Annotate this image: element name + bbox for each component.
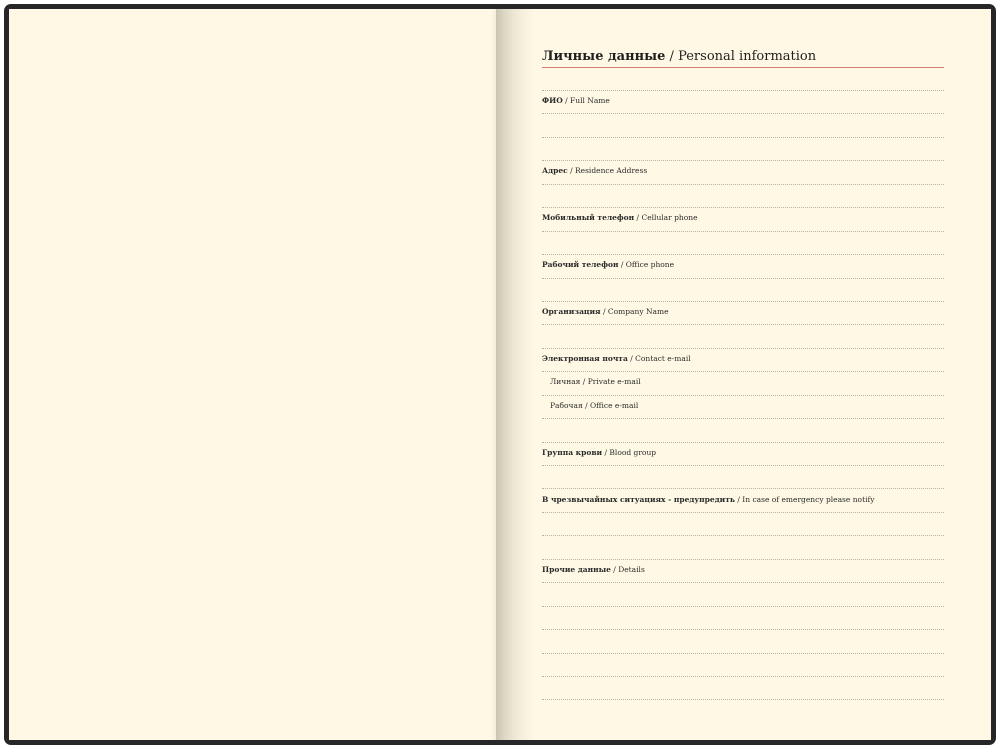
writing-line [542,90,944,91]
field-label-separator: / [627,354,636,363]
writing-line [542,231,944,232]
field-label-ru: ФИО [542,96,563,105]
writing-lines [496,9,991,740]
writing-line [542,207,944,208]
field-label-separator: / [602,448,610,457]
field-label-separator: / [600,307,608,316]
field-label-details [542,565,645,574]
writing-line [542,606,944,607]
writing-line [542,699,944,700]
writing-line [542,629,944,630]
field-label-en: Residence Address [575,166,648,175]
writing-line [542,371,944,372]
writing-line [542,653,944,654]
writing-line [542,348,944,349]
right-page [496,9,991,740]
field-label-ru: Мобильный телефон [542,213,635,222]
page-title-separator: / [665,49,679,64]
field-label-ru: Электронная почта [542,354,628,363]
field-label-en: Office e-mail [590,401,639,410]
field-label-en: Blood group [609,448,657,457]
field-label-ru: Рабочая [550,401,583,410]
field-label-email [542,354,691,363]
writing-line [542,676,944,677]
field-label-full-name [542,96,610,105]
field-label-separator: / [610,565,619,574]
writing-line [542,582,944,583]
field-label-ru: Рабочий телефон [542,260,619,269]
field-label-separator: / [582,401,591,410]
field-label-email-private [550,377,641,386]
writing-line [542,535,944,536]
writing-line [542,160,944,161]
writing-line [542,324,944,325]
page-title-en: Personal information [678,49,817,64]
writing-line [542,395,944,396]
writing-line [542,488,944,489]
field-label-en: Cellular phone [641,213,698,222]
writing-line [542,559,944,560]
notebook [4,4,996,745]
writing-line [542,512,944,513]
field-label-separator: / [580,377,588,386]
field-label-ru: Прочие данные [542,565,611,574]
field-label-en: Details [618,565,645,574]
field-label-address [542,166,647,175]
field-label-ru: Личная [550,377,581,386]
field-label-separator: / [734,495,743,504]
field-label-email-office [550,401,638,410]
field-label-separator: / [634,213,642,222]
field-label-separator: / [562,96,571,105]
field-label-separator: / [618,260,626,269]
writing-line [542,184,944,185]
field-label-office-phone [542,260,674,269]
writing-line [542,418,944,419]
writing-line [542,301,944,302]
field-label-emergency-contact [542,495,875,504]
field-label-en: Contact e-mail [635,354,691,363]
field-label-ru: Группа крови [542,448,603,457]
field-label-en: In case of emergency please notify [742,495,875,504]
writing-line [542,113,944,114]
writing-line [542,465,944,466]
field-label-en: Private e-mail [587,377,641,386]
field-label-company [542,307,669,316]
field-label-en: Company Name [607,307,669,316]
field-label-ru: Организация [542,307,601,316]
writing-line [542,442,944,443]
field-label-ru: Адрес [542,166,568,175]
writing-line [542,254,944,255]
field-label-ru: В чрезвычайных ситуациях - предупредить [542,495,735,504]
field-label-blood-group [542,448,656,457]
field-label-mobile-phone [542,213,698,222]
field-label-en: Full Name [570,96,610,105]
field-label-en: Office phone [625,260,675,269]
left-page [9,9,496,740]
writing-line [542,278,944,279]
field-label-separator: / [567,166,575,175]
writing-line [542,137,944,138]
page-title-ru: Личные данные [542,49,666,64]
